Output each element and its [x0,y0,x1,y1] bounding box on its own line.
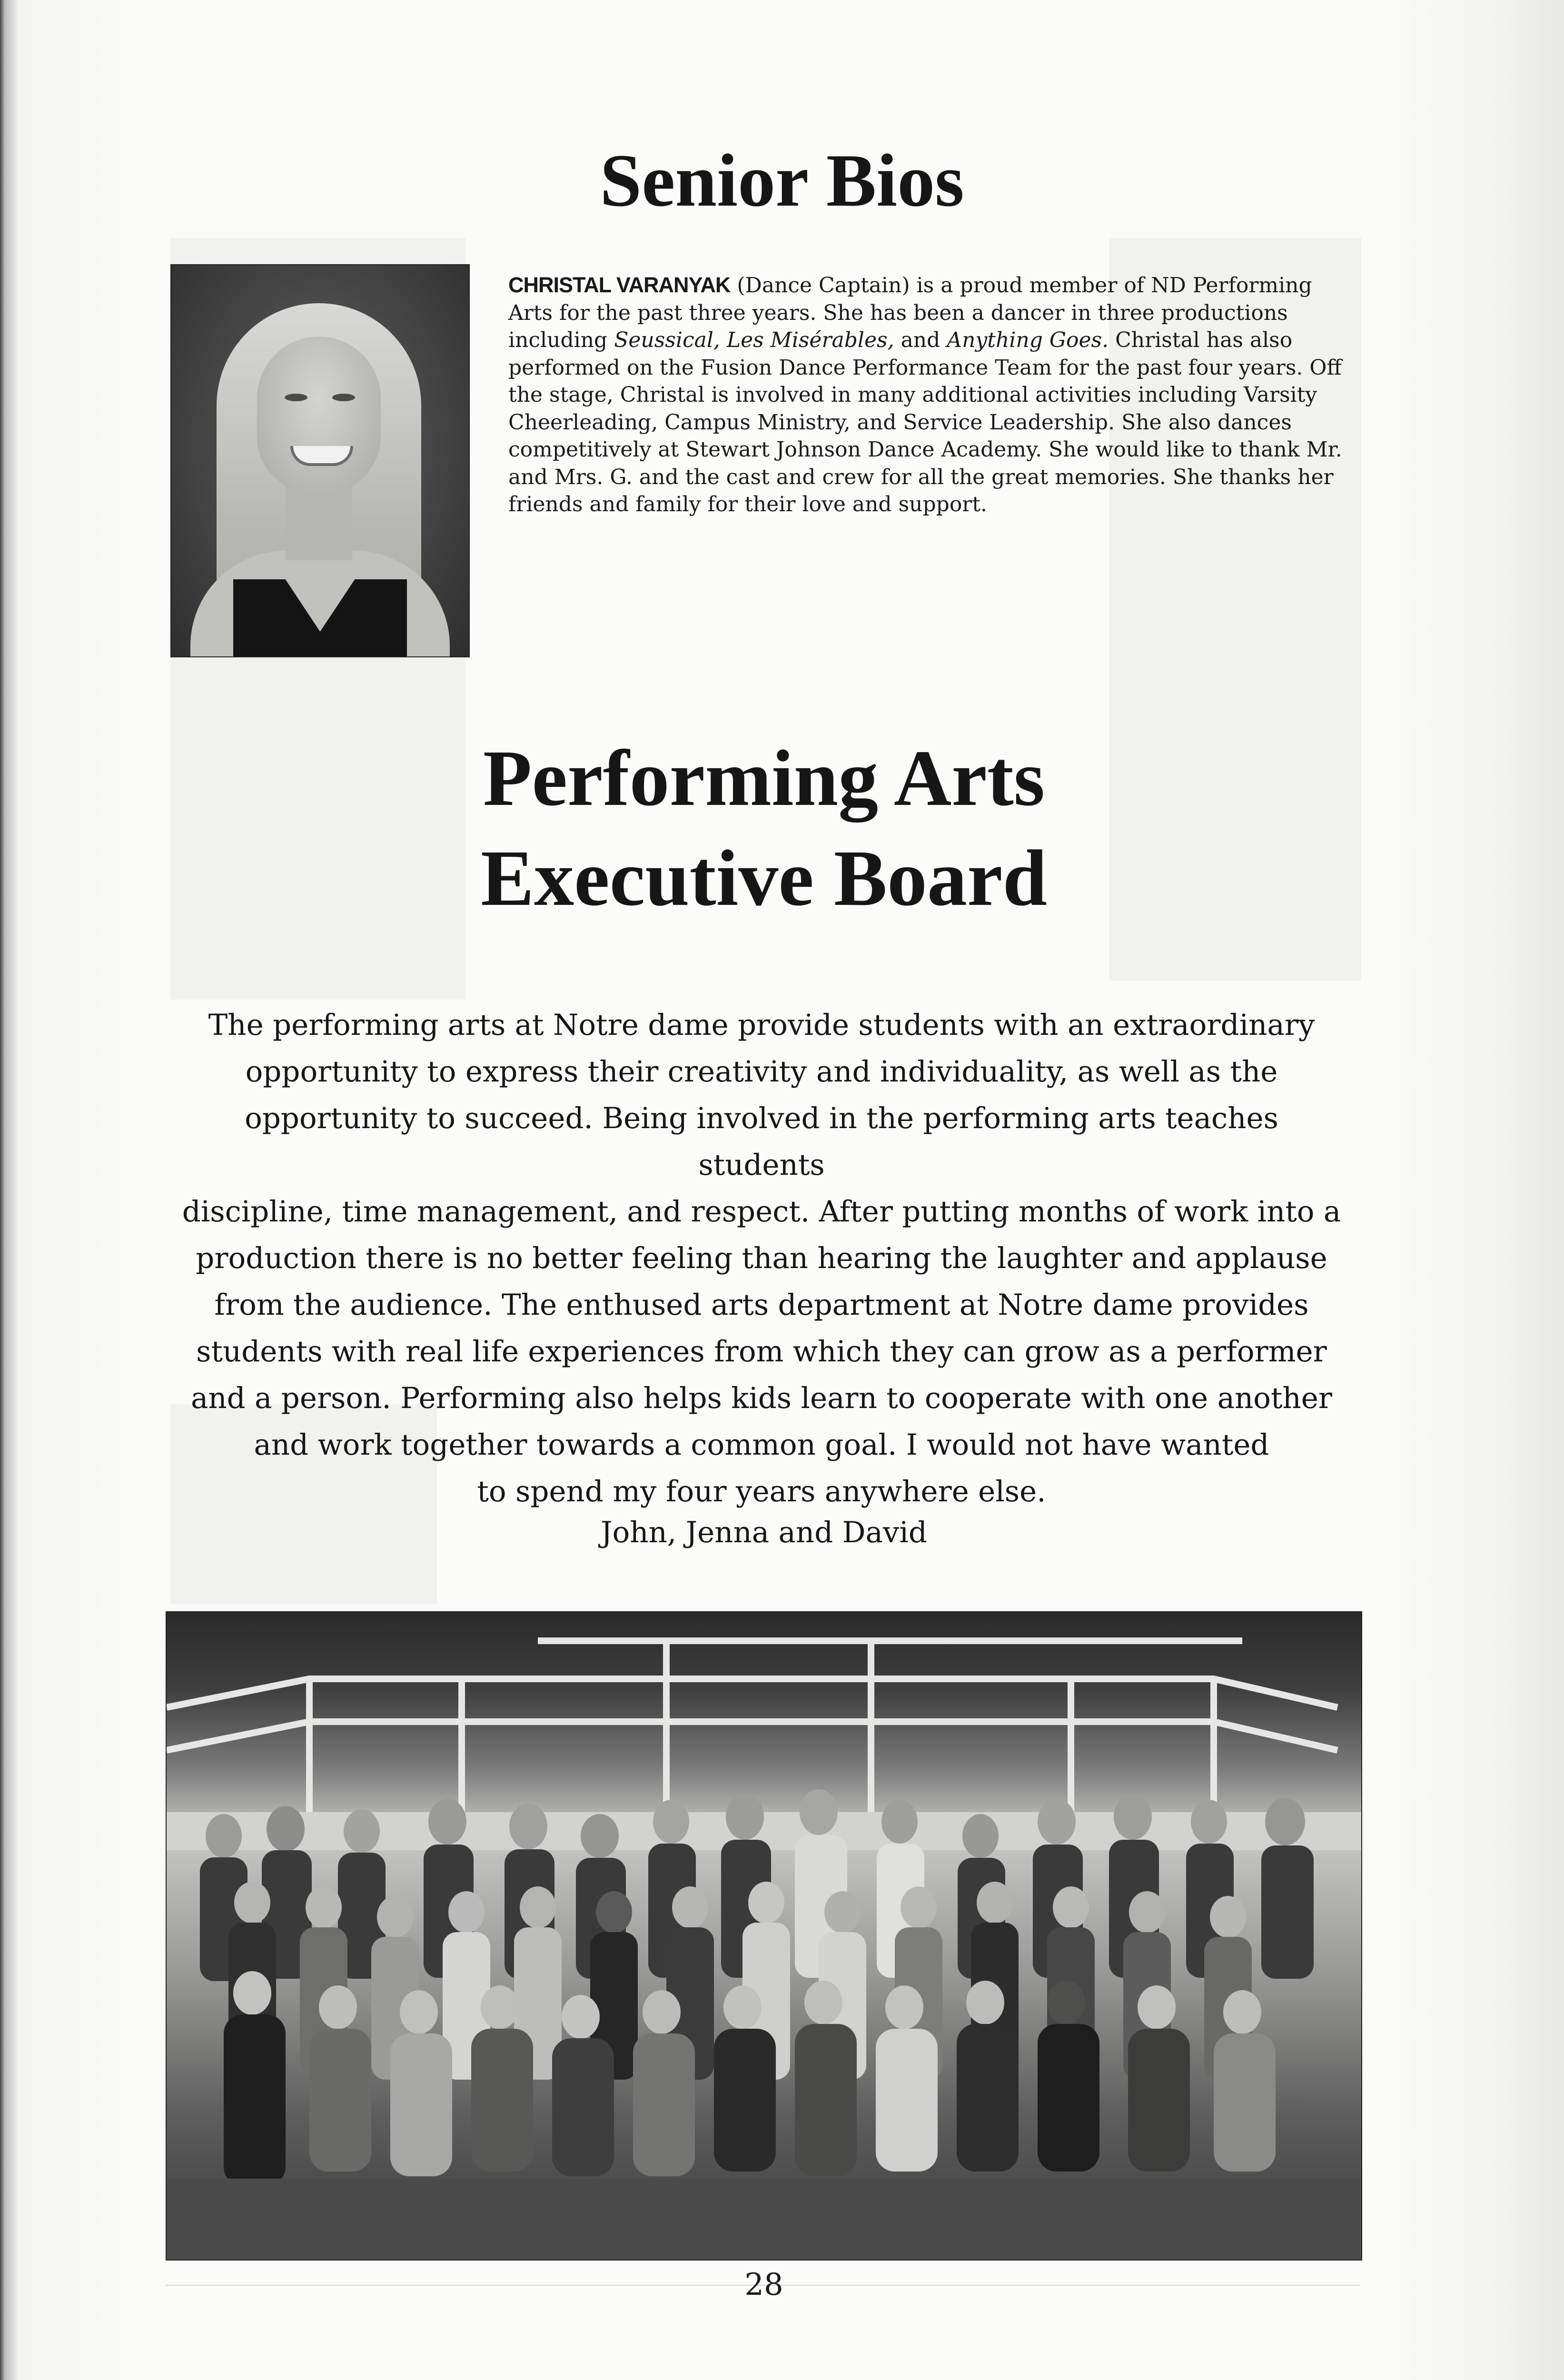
portrait-eye [285,394,307,401]
bio-text-part: and [894,328,947,352]
message-line: opportunity to succeed. Being involved in the performing arts teaches students [245,1101,1278,1182]
senior-name: CHRISTAL VARANYAK [508,273,731,297]
railing-middle [167,1722,1337,1750]
page-number: 28 [744,2267,783,2302]
railing-top [167,1679,1337,1707]
message-line: discipline, time management, and respect. After putting months of work into a [182,1195,1341,1229]
message-line: The performing arts at Notre dame provide students with an extraordinary [208,1008,1315,1042]
message-line: opportunity to express their creativity and individuality, as well as the [245,1055,1278,1089]
message-line: production there is no better feeling than hearing the laughter and applause [196,1241,1327,1275]
bio-text-part: (Dance Captain) is a proud member of ND Performing Arts for the past three years. She has been a dancer in three productions including [508,273,1312,352]
message-line: from the audience. The enthused arts department at Notre dame provides [214,1288,1309,1322]
show-title: Les Misérables, [726,328,894,352]
cast-photo-drawing [167,1612,1361,2260]
senior-bio-paragraph [508,271,1351,518]
message-line: and a person. Performing also helps kids learn to cooperate with one another [190,1381,1333,1415]
heading-line: Executive Board [481,834,1047,922]
message-line: to spend my four years anywhere else. [477,1475,1046,1508]
stage-floor [167,2179,1361,2260]
cast-group-photo [166,1611,1362,2261]
stage-railing [167,1641,1337,1817]
portrait-eye [332,394,355,401]
executive-board-message [181,1002,1342,1515]
show-title: Anything Goes. [947,328,1109,352]
message-line: and work together towards a common goal. I would not have wanted [254,1428,1269,1462]
senior-bios-heading: Senior Bios [600,139,964,222]
bio-text-part: Christal has also performed on the Fusion Dance Performance Team for the past four years. Off the stage, Christal is involved in many additional activities including Varsity Cheerleading, Campus Ministry, and Service Leadership. She also dances competitively at Stewart Johnson Dance Academy. She would like to thank Mr. and Mrs. G. and the cast and crew for all the great memories. She thanks her friends and family for their love and support. [508,328,1342,516]
message-line: students with real life experiences from which they can grow as a performer [196,1335,1327,1368]
senior-portrait-photo [170,264,470,657]
heading-line: Performing Arts [483,734,1045,823]
executive-board-heading [0,728,1528,928]
portrait-neck [286,484,352,560]
portrait-face [257,337,381,494]
show-title: Seussical, [614,328,720,352]
message-signature: John, Jenna and David [601,1516,927,1549]
